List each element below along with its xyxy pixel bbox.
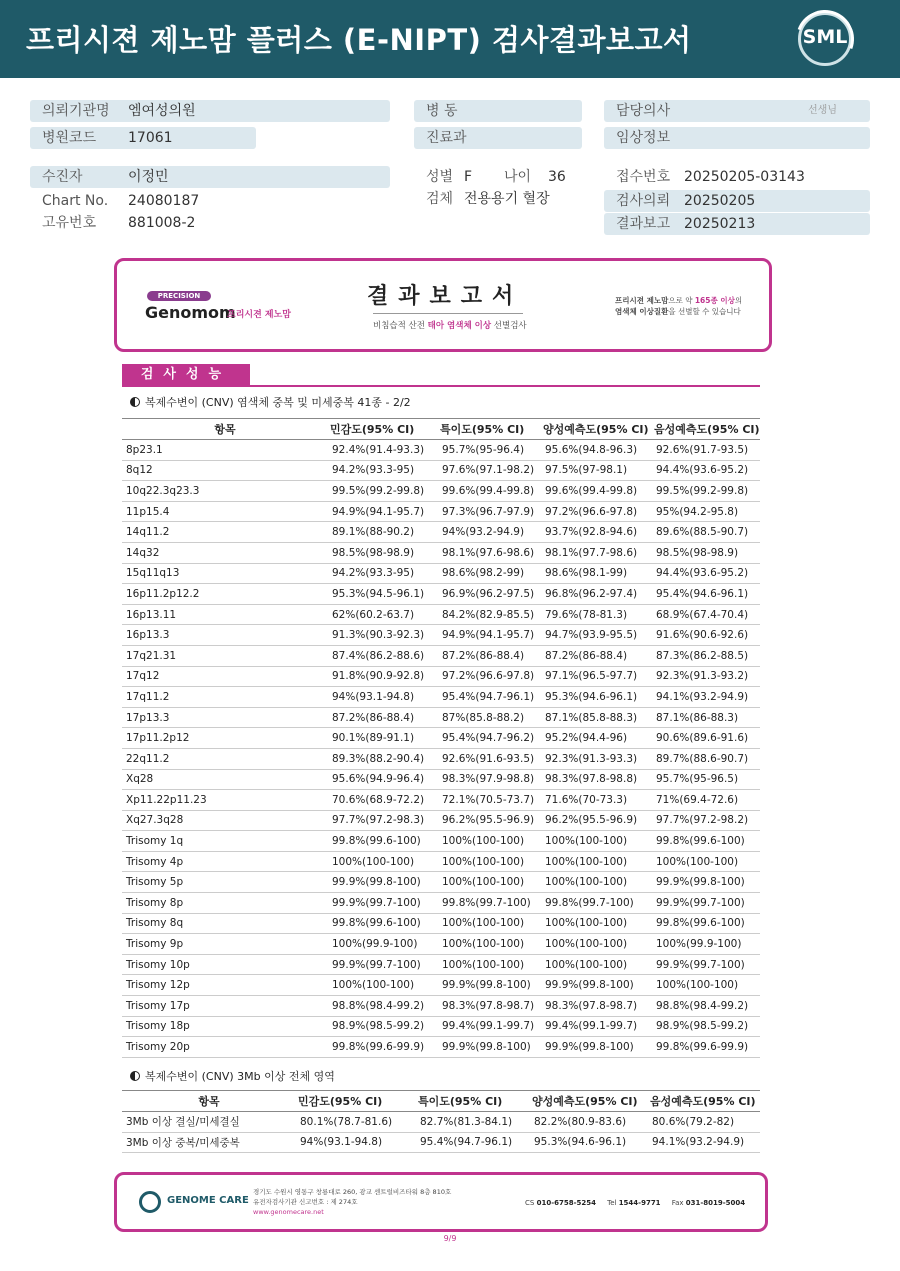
value-cell: 97.2%(96.6-97.8)	[541, 501, 652, 522]
value-cell: 98.5%(98-98.9)	[652, 542, 760, 563]
value-cell: 99.5%(99.2-99.8)	[652, 481, 760, 502]
genome-care-brand: GENOME CARE	[167, 1195, 249, 1206]
table-row	[122, 790, 760, 811]
receipt-label: 접수번호	[616, 169, 671, 185]
hospital-code-label: 병원코드	[42, 130, 97, 146]
item-cell: Trisomy 8q	[122, 913, 328, 934]
value-cell: 97.6%(97.1-98.2)	[438, 460, 541, 481]
value-cell: 94.1%(93.2-94.9)	[652, 687, 760, 708]
report-date-label: 결과보고	[616, 216, 671, 232]
value-cell: 84.2%(82.9-85.5)	[438, 604, 541, 625]
value-cell: 99.8%(99.6-100)	[652, 831, 760, 852]
report-title: 프리시젼 제노맘 플러스 (E-NIPT) 검사결과보고서	[26, 23, 692, 57]
clinical-field	[604, 127, 870, 149]
value-cell: 94%(93.2-94.9)	[438, 522, 541, 543]
value-cell: 99.8%(99.6-100)	[328, 831, 438, 852]
half-circle-icon	[130, 397, 140, 407]
value-cell: 94.4%(93.6-95.2)	[652, 563, 760, 584]
item-cell: 16p13.11	[122, 604, 328, 625]
footer-card	[114, 1172, 768, 1232]
column-header: 특이도(95% CI)	[416, 1091, 530, 1112]
value-cell: 99.8%(99.7-100)	[438, 893, 541, 914]
value-cell: 96.2%(95.5-96.9)	[438, 810, 541, 831]
table-row	[122, 563, 760, 584]
table-row	[122, 1037, 760, 1058]
table-row	[122, 872, 760, 893]
value-cell: 80.1%(78.7-81.6)	[296, 1112, 416, 1133]
id-field	[30, 212, 390, 234]
value-cell: 90.6%(89.6-91.6)	[652, 728, 760, 749]
value-cell: 97.7%(97.2-98.3)	[328, 810, 438, 831]
value-cell: 98.3%(97.9-98.8)	[438, 769, 541, 790]
value-cell: 100%(100-100)	[541, 934, 652, 955]
value-cell: 95.3%(94.5-96.1)	[328, 584, 438, 605]
value-cell: 95.3%(94.6-96.1)	[541, 687, 652, 708]
examinee-label: 수진자	[42, 169, 83, 185]
value-cell: 99.9%(99.8-100)	[652, 872, 760, 893]
genomom-sub: 프리시젼 제노맘	[227, 310, 291, 320]
value-cell: 94.4%(93.6-95.2)	[652, 460, 760, 481]
value-cell: 100%(100-100)	[328, 975, 438, 996]
value-cell: 95.7%(95-96.5)	[652, 769, 760, 790]
value-cell: 99.9%(99.8-100)	[438, 1037, 541, 1058]
chart-field	[30, 190, 390, 212]
value-cell: 100%(99.9-100)	[652, 934, 760, 955]
value-cell: 98.3%(97.8-98.7)	[541, 996, 652, 1017]
card-note: 프리시젼 제노맘으로 약 165종 이상의 염색체 이상질환을 선별할 수 있습니다	[615, 296, 743, 316]
item-cell: Trisomy 1q	[122, 831, 328, 852]
report-header	[0, 0, 900, 78]
value-cell: 87.2%(86-88.4)	[438, 645, 541, 666]
specimen-value: 전용용기 혈장	[464, 191, 550, 207]
value-cell: 96.9%(96.2-97.5)	[438, 584, 541, 605]
value-cell: 98.3%(97.8-98.7)	[438, 996, 541, 1017]
value-cell: 92.6%(91.7-93.5)	[652, 440, 760, 461]
item-cell: 8p23.1	[122, 440, 328, 461]
value-cell: 99.9%(99.7-100)	[328, 954, 438, 975]
value-cell: 94.2%(93.3-95)	[328, 460, 438, 481]
item-cell: Trisomy 17p	[122, 996, 328, 1017]
value-cell: 72.1%(70.5-73.7)	[438, 790, 541, 811]
value-cell: 92.3%(91.3-93.2)	[652, 666, 760, 687]
table-row	[122, 1132, 760, 1153]
value-cell: 99.4%(99.1-99.7)	[541, 1016, 652, 1037]
value-cell: 99.8%(99.6-99.9)	[328, 1037, 438, 1058]
value-cell: 70.6%(68.9-72.2)	[328, 790, 438, 811]
value-cell: 95.4%(94.7-96.2)	[438, 728, 541, 749]
table-row	[122, 851, 760, 872]
table-row	[122, 522, 760, 543]
item-cell: 10q22.3q23.3	[122, 481, 328, 502]
item-cell: Xq28	[122, 769, 328, 790]
value-cell: 97.5%(97-98.1)	[541, 460, 652, 481]
table-row	[122, 1112, 760, 1133]
item-cell: 8q12	[122, 460, 328, 481]
department-label: 진료과	[426, 130, 467, 146]
genome-care-logo-icon	[139, 1191, 161, 1213]
value-cell: 97.1%(96.5-97.7)	[541, 666, 652, 687]
value-cell: 99.9%(99.7-100)	[328, 893, 438, 914]
value-cell: 99.6%(99.4-99.8)	[541, 481, 652, 502]
receipt-value: 20250205-03143	[684, 169, 805, 185]
table-row	[122, 934, 760, 955]
table-row	[122, 810, 760, 831]
value-cell: 71.6%(70-73.3)	[541, 790, 652, 811]
specimen-field	[414, 188, 582, 210]
ward-label: 병 동	[426, 103, 458, 119]
item-cell: 17q11.2	[122, 687, 328, 708]
item-cell: Trisomy 10p	[122, 954, 328, 975]
table1-caption: 복제수변이 (CNV) 염색체 중복 및 미세중복 41종 - 2/2	[130, 394, 411, 410]
report-date-field	[604, 213, 870, 235]
value-cell: 99.9%(99.8-100)	[328, 872, 438, 893]
request-field	[604, 190, 870, 212]
item-cell: 22q11.2	[122, 748, 328, 769]
value-cell: 98.5%(98-98.9)	[328, 542, 438, 563]
value-cell: 94%(93.1-94.8)	[328, 687, 438, 708]
value-cell: 100%(100-100)	[652, 851, 760, 872]
page-number: 9/9	[443, 1234, 457, 1243]
report-banner-card	[114, 258, 772, 352]
examinee-field	[30, 166, 390, 188]
institution-value: 엠여성의원	[128, 103, 196, 119]
column-header: 특이도(95% CI)	[438, 419, 541, 440]
item-cell: Trisomy 5p	[122, 872, 328, 893]
value-cell: 98.3%(97.8-98.8)	[541, 769, 652, 790]
value-cell: 100%(100-100)	[438, 913, 541, 934]
value-cell: 95.7%(95-96.4)	[438, 440, 541, 461]
footer-contact: CS 010-6758-5254 Tel 1544-9771 Fax 031-8019-5004	[525, 1199, 746, 1207]
value-cell: 95.4%(94.6-96.1)	[652, 584, 760, 605]
table-row	[122, 748, 760, 769]
clinical-label: 임상정보	[616, 130, 671, 146]
value-cell: 89.3%(88.2-90.4)	[328, 748, 438, 769]
table-header-row	[122, 1091, 760, 1112]
request-value: 20250205	[684, 193, 756, 209]
item-cell: 16p13.3	[122, 625, 328, 646]
column-header: 양성예측도(95% CI)	[541, 419, 652, 440]
value-cell: 89.7%(88.6-90.7)	[652, 748, 760, 769]
value-cell: 98.1%(97.6-98.6)	[438, 542, 541, 563]
value-cell: 91.6%(90.6-92.6)	[652, 625, 760, 646]
item-cell: 17q21.31	[122, 645, 328, 666]
value-cell: 82.2%(80.9-83.6)	[530, 1112, 648, 1133]
value-cell: 87.3%(86.2-88.5)	[652, 645, 760, 666]
chart-value: 24080187	[128, 193, 200, 209]
table-row	[122, 584, 760, 605]
value-cell: 87.2%(86-88.4)	[541, 645, 652, 666]
column-header: 음성예측도(95% CI)	[652, 419, 760, 440]
section-divider	[122, 385, 760, 387]
table-row	[122, 501, 760, 522]
table-row	[122, 831, 760, 852]
value-cell: 99.5%(99.2-99.8)	[328, 481, 438, 502]
cnv-41-table	[122, 418, 760, 1058]
table-row	[122, 954, 760, 975]
doctor-label: 담당의사	[616, 103, 671, 119]
sex-age-field	[414, 166, 582, 188]
table-row	[122, 1016, 760, 1037]
doctor-suffix: 선생님	[808, 105, 837, 116]
precision-badge: PRECISION	[147, 291, 211, 301]
item-cell: Trisomy 12p	[122, 975, 328, 996]
table-row	[122, 728, 760, 749]
value-cell: 89.1%(88-90.2)	[328, 522, 438, 543]
table-row	[122, 625, 760, 646]
report-date-value: 20250213	[684, 216, 756, 232]
ward-field	[414, 100, 582, 122]
value-cell: 87%(85.8-88.2)	[438, 707, 541, 728]
value-cell: 99.9%(99.8-100)	[438, 975, 541, 996]
value-cell: 95.4%(94.7-96.1)	[438, 687, 541, 708]
value-cell: 98.8%(98.4-99.2)	[652, 996, 760, 1017]
examinee-value: 이정민	[128, 169, 169, 185]
department-field	[414, 127, 582, 149]
table-row	[122, 460, 760, 481]
value-cell: 87.1%(86-88.3)	[652, 707, 760, 728]
genomom-logo: Genomom	[145, 303, 236, 322]
value-cell: 94.2%(93.3-95)	[328, 563, 438, 584]
column-header: 음성예측도(95% CI)	[648, 1091, 760, 1112]
value-cell: 80.6%(79.2-82)	[648, 1112, 760, 1133]
value-cell: 94.9%(94.1-95.7)	[438, 625, 541, 646]
footer-address: 경기도 수원시 영통구 창룡대로 260, 광교 센트럴비즈타워 8층 810호 유전자검사기관 신고번호 : 제 274호 www.genomecare.net	[253, 1188, 452, 1216]
value-cell: 99.9%(99.7-100)	[652, 893, 760, 914]
item-cell: Xp11.22p11.23	[122, 790, 328, 811]
id-value: 881008-2	[128, 215, 196, 231]
table-row	[122, 707, 760, 728]
value-cell: 87.1%(85.8-88.3)	[541, 707, 652, 728]
sex-value: F	[464, 169, 473, 185]
table-row	[122, 769, 760, 790]
value-cell: 92.6%(91.6-93.5)	[438, 748, 541, 769]
value-cell: 95.6%(94.8-96.3)	[541, 440, 652, 461]
value-cell: 91.8%(90.9-92.8)	[328, 666, 438, 687]
card-divider	[373, 313, 523, 314]
item-cell: 17q12	[122, 666, 328, 687]
value-cell: 99.9%(99.7-100)	[652, 954, 760, 975]
item-cell: 16p11.2p12.2	[122, 584, 328, 605]
receipt-field	[604, 166, 870, 188]
item-cell: 17p13.3	[122, 707, 328, 728]
column-header: 민감도(95% CI)	[296, 1091, 416, 1112]
request-label: 검사의뢰	[616, 193, 671, 209]
value-cell: 94.1%(93.2-94.9)	[648, 1132, 760, 1153]
item-cell: 11p15.4	[122, 501, 328, 522]
value-cell: 97.7%(97.2-98.2)	[652, 810, 760, 831]
value-cell: 95.2%(94.4-96)	[541, 728, 652, 749]
item-cell: Trisomy 18p	[122, 1016, 328, 1037]
value-cell: 82.7%(81.3-84.1)	[416, 1112, 530, 1133]
value-cell: 95.4%(94.7-96.1)	[416, 1132, 530, 1153]
value-cell: 95%(94.2-95.8)	[652, 501, 760, 522]
value-cell: 87.4%(86.2-88.6)	[328, 645, 438, 666]
hospital-code-value: 17061	[128, 130, 173, 146]
table-row	[122, 604, 760, 625]
item-cell: 14q11.2	[122, 522, 328, 543]
id-label: 고유번호	[42, 215, 97, 231]
item-cell: 3Mb 이상 결실/미세결실	[122, 1112, 296, 1133]
age-label: 나이	[504, 169, 532, 185]
section-tag: 검사성능	[122, 364, 250, 386]
value-cell: 98.8%(98.4-99.2)	[328, 996, 438, 1017]
value-cell: 92.3%(91.3-93.3)	[541, 748, 652, 769]
sex-label: 성별	[426, 169, 454, 185]
card-subtitle: 비침습적 산전 태아 염색체 이상 선별검사	[373, 321, 527, 331]
item-cell: Trisomy 4p	[122, 851, 328, 872]
value-cell: 99.8%(99.6-99.9)	[652, 1037, 760, 1058]
table-row	[122, 666, 760, 687]
value-cell: 100%(100-100)	[328, 851, 438, 872]
item-cell: Trisomy 9p	[122, 934, 328, 955]
item-cell: 3Mb 이상 중복/미세중복	[122, 1132, 296, 1153]
value-cell: 100%(100-100)	[438, 934, 541, 955]
half-circle-icon	[130, 1071, 140, 1081]
table-row	[122, 645, 760, 666]
value-cell: 98.9%(98.5-99.2)	[652, 1016, 760, 1037]
value-cell: 100%(100-100)	[438, 851, 541, 872]
value-cell: 100%(100-100)	[438, 872, 541, 893]
value-cell: 62%(60.2-63.7)	[328, 604, 438, 625]
value-cell: 99.8%(99.6-100)	[328, 913, 438, 934]
value-cell: 98.6%(98.1-99)	[541, 563, 652, 584]
cnv-3mb-table	[122, 1090, 760, 1153]
table-row	[122, 975, 760, 996]
table2-caption: 복제수변이 (CNV) 3Mb 이상 전체 영역	[130, 1068, 335, 1084]
item-cell: 15q11q13	[122, 563, 328, 584]
value-cell: 100%(100-100)	[652, 975, 760, 996]
institution-label: 의뢰기관명	[42, 103, 110, 119]
value-cell: 99.9%(99.8-100)	[541, 975, 652, 996]
footer-url[interactable]: www.genomecare.net	[253, 1208, 324, 1216]
value-cell: 95.3%(94.6-96.1)	[530, 1132, 648, 1153]
value-cell: 94.7%(93.9-95.5)	[541, 625, 652, 646]
table-row	[122, 913, 760, 934]
item-cell: Xq27.3q28	[122, 810, 328, 831]
value-cell: 99.6%(99.4-99.8)	[438, 481, 541, 502]
table-row	[122, 440, 760, 461]
item-cell: 17p11.2p12	[122, 728, 328, 749]
value-cell: 92.4%(91.4-93.3)	[328, 440, 438, 461]
card-title: 결과보고서	[367, 284, 524, 309]
value-cell: 98.9%(98.5-99.2)	[328, 1016, 438, 1037]
value-cell: 90.1%(89-91.1)	[328, 728, 438, 749]
column-header: 항목	[122, 1091, 296, 1112]
value-cell: 99.8%(99.6-100)	[652, 913, 760, 934]
column-header: 민감도(95% CI)	[328, 419, 438, 440]
hospital-code-field	[30, 127, 256, 149]
value-cell: 100%(100-100)	[541, 872, 652, 893]
value-cell: 99.8%(99.7-100)	[541, 893, 652, 914]
table-header-row	[122, 419, 760, 440]
value-cell: 93.7%(92.8-94.6)	[541, 522, 652, 543]
specimen-label: 검체	[426, 191, 454, 207]
table-row	[122, 893, 760, 914]
value-cell: 98.1%(97.7-98.6)	[541, 542, 652, 563]
value-cell: 100%(100-100)	[541, 954, 652, 975]
chart-label: Chart No.	[42, 193, 109, 209]
value-cell: 96.2%(95.5-96.9)	[541, 810, 652, 831]
institution-field	[30, 100, 390, 122]
item-cell: 14q32	[122, 542, 328, 563]
column-header: 항목	[122, 419, 328, 440]
value-cell: 97.2%(96.6-97.8)	[438, 666, 541, 687]
value-cell: 96.8%(96.2-97.4)	[541, 584, 652, 605]
table-row	[122, 687, 760, 708]
table-row	[122, 481, 760, 502]
value-cell: 100%(100-100)	[438, 954, 541, 975]
value-cell: 100%(100-100)	[541, 851, 652, 872]
value-cell: 79.6%(78-81.3)	[541, 604, 652, 625]
table-row	[122, 542, 760, 563]
value-cell: 91.3%(90.3-92.3)	[328, 625, 438, 646]
value-cell: 100%(100-100)	[438, 831, 541, 852]
doctor-field	[604, 100, 870, 122]
value-cell: 99.4%(99.1-99.7)	[438, 1016, 541, 1037]
value-cell: 100%(99.9-100)	[328, 934, 438, 955]
age-value: 36	[548, 169, 566, 185]
value-cell: 89.6%(88.5-90.7)	[652, 522, 760, 543]
table-row	[122, 996, 760, 1017]
value-cell: 87.2%(86-88.4)	[328, 707, 438, 728]
column-header: 양성예측도(95% CI)	[530, 1091, 648, 1112]
value-cell: 100%(100-100)	[541, 913, 652, 934]
value-cell: 98.6%(98.2-99)	[438, 563, 541, 584]
item-cell: Trisomy 20p	[122, 1037, 328, 1058]
value-cell: 94.9%(94.1-95.7)	[328, 501, 438, 522]
value-cell: 99.9%(99.8-100)	[541, 1037, 652, 1058]
value-cell: 71%(69.4-72.6)	[652, 790, 760, 811]
value-cell: 100%(100-100)	[541, 831, 652, 852]
value-cell: 95.6%(94.9-96.4)	[328, 769, 438, 790]
sml-logo-text: SML	[802, 26, 848, 48]
value-cell: 97.3%(96.7-97.9)	[438, 501, 541, 522]
item-cell: Trisomy 8p	[122, 893, 328, 914]
value-cell: 68.9%(67.4-70.4)	[652, 604, 760, 625]
value-cell: 94%(93.1-94.8)	[296, 1132, 416, 1153]
